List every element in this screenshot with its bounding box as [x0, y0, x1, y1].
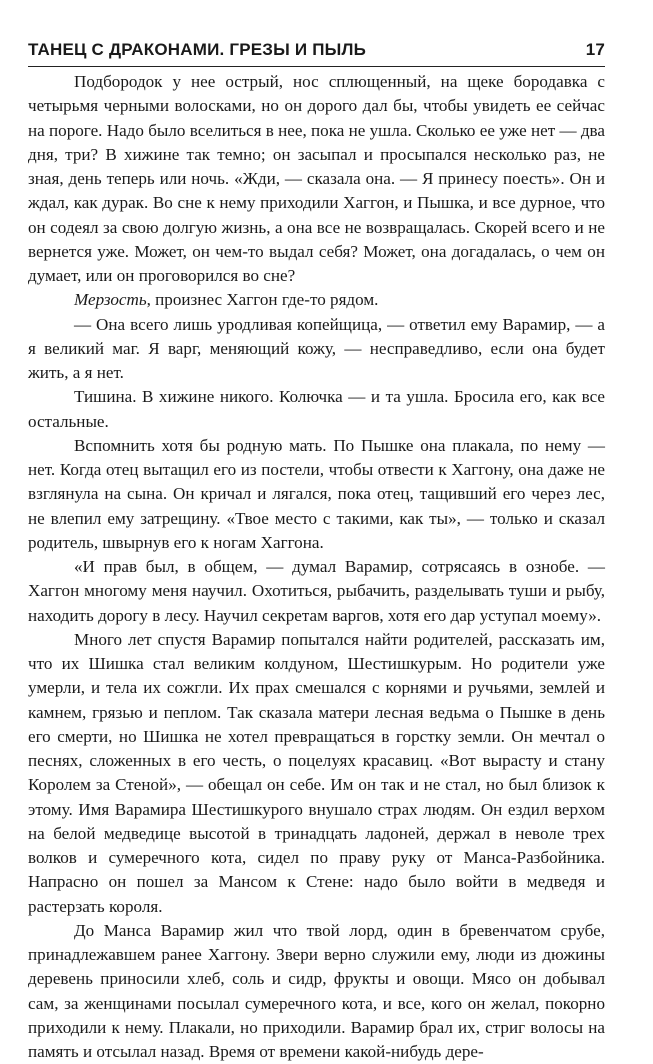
paragraph [28, 288, 605, 312]
paragraph: До Манса Варамир жил что твой лорд, один в бревенчатом срубе, принадлежавшем ранее Хаггону. Звери верно служили ему, люди из дюжины деревень приносили хлеб, соль и сидр, фрукты и овощи. Мясо он добывал сам, за женщинами посылал сумеречного кота, и все, кого он желал, покорно приходили к нему. Плакали, но приходили. Варамир брал их, стриг волосы на память и отсылал назад. Время от времени какой-нибудь дере- [28, 920, 605, 1061]
paragraph: Вспомнить хотя бы родную мать. По Пышке она плакала, по нему — нет. Когда отец вытащил его из постели, чтобы отвести к Хаггону, она даже не взглянула на сына. Он кричал и лягался, пока отец, тащивший его через лес, не влепил ему затрещину. «Твое место с такими, как ты», — только и сказал родитель, швырнув его к ногам Хаггона. [28, 435, 605, 552]
running-title: ТАНЕЦ С ДРАКОНАМИ. ГРЕЗЫ И ПЫЛЬ [28, 40, 367, 59]
page-number: 17 [585, 40, 605, 59]
paragraph: «И прав был, в общем, — думал Варамир, сотрясаясь в ознобе. — Хаггон многому меня научил. Охотиться, рыбачить, разделывать туши и рыбу, находить дорогу в лесу. Научил секретам варгов, хотя его дар уступал моему». [28, 557, 605, 625]
header-rule [28, 66, 605, 67]
italic-word: Мерзость [74, 290, 147, 310]
paragraph: — Она всего лишь уродливая копейщица, — ответил ему Варамир, — а я великий маг. Я варг, меняющий кожу, — несправедливо, если она будет жить, а я нет. [28, 314, 605, 382]
paragraph: Подбородок у нее острый, нос сплющенный, на щеке бородавка с четырьмя черными волосками, но он дорого дал бы, чтобы увидеть ее сейчас на пороге. Надо было вселиться в нее, пока не ушла. Сколько ее уже нет — два дня, три? В хижине так темно; он засыпал и просыпался несколько раз, не зная, день теперь или ночь. «Жди, — сказала она. — Я принесу поесть». Он и ждал, как дурак. Во сне к нему приходили Хаггон, и Пышка, и все дурное, что он содеял за свою долгую жизнь, а она все не возвращалась. Скорей всего и не вернется уже. Может, он чем-то выдал себя? Может, она догадалась, о чем он думает, или он проговорился во сне? [28, 72, 605, 285]
paragraph: Тишина. В хижине никого. Колючка — и та ушла. Бросила его, как все остальные. [28, 387, 605, 431]
body-text [28, 70, 605, 1064]
paragraph-text: , произнес Хаггон где-то рядом. [146, 290, 379, 310]
running-header [28, 40, 605, 60]
paragraph: Много лет спустя Варамир попытался найти родителей, рассказать им, что их Шишка стал великим колдуном, Шестишкурым. Но родители уже умерли, и тела их сожгли. Их прах смешался с корнями и ручьями, землей и камнем, грязью и пеплом. Так сказала матери лесная ведьма о Пышке в день его смерти, но Шишка не хотел превращаться в горстку земли. Он мечтал о песнях, сложенных в его честь, о поцелуях красавиц. «Вот вырасту и стану Королем за Стеной», — обещал он себе. Им он так и не стал, но был близок к этому. Имя Варамира Шестишкурого внушало страх людям. Он ездил верхом на белой медведице высотой в тринадцать ладоней, держал в неволе трех волков и сумеречного кота, сидел по праву руку от Манса-Разбойника. Напрасно он пошел за Мансом к Стене: надо было войти в медведя и растерзать короля. [28, 629, 605, 916]
